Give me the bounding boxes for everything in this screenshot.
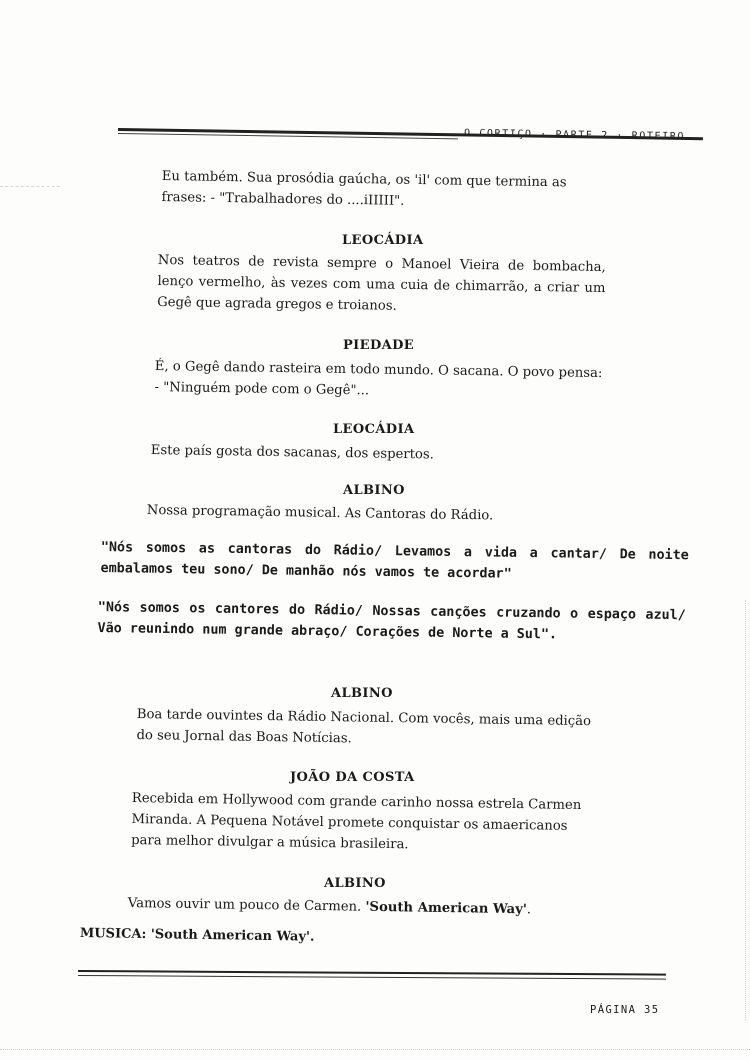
dialogue-plain: Vamos ouvir um pouco de Carmen. — [127, 895, 366, 915]
song-lyrics — [100, 537, 689, 587]
dialogue-text: Recebida em Hollywood com grande carinho nossa estrela Carmen Miranda. A Pequena Notável promete conquistar os amaericanos para melhor divulgar a música brasileira. — [131, 790, 582, 853]
song-lyrics — [97, 597, 686, 647]
dialogue-text: Boa tarde ouvintes da Rádio Nacional. Com vocês, mais uma edição do seu Jornal das Boas Notícias. — [136, 706, 592, 747]
dialogue-block — [151, 440, 571, 468]
dialogue-block — [161, 166, 614, 215]
song-title: 'South American Way' — [150, 927, 311, 945]
speaker-name: PIEDADE — [343, 338, 415, 353]
song-text: "Nós somos as cantoras do Rádio/ Levamos a vida a cantar/ De noite embalamos teu sono/ De manhão nós vamos te acordar" — [100, 539, 689, 582]
dialogue-tail: . — [526, 902, 532, 918]
dialogue-text: Este país gosta dos sacanas, dos espertos. — [150, 442, 434, 463]
dialogue-text: É, o Gegê dando rasteira em todo mundo. O sacana. O povo pensa: - "Ninguém pode com o Gegê"... — [154, 358, 603, 399]
dialogue-block — [128, 893, 598, 921]
dialogue-text: Nossa programação musical. As Cantoras do Rádio. — [146, 502, 494, 524]
running-head: O CORTIÇO · PARTE 2 · ROTEIRO — [463, 128, 686, 143]
dialogue-text: Eu também. Sua prosódia gaúcha, os 'il' com que termina as frases: - "Trabalhadores do ....iIIIII". — [161, 168, 567, 209]
speaker-name: ALBINO — [331, 686, 393, 701]
song-title: 'South American Way' — [365, 899, 527, 918]
music-label: MUSICA: — [79, 926, 151, 943]
dialogue-block — [157, 250, 606, 320]
dialogue-block — [154, 356, 610, 405]
dialogue-block — [131, 788, 587, 858]
speaker-name: LEOCÁDIA — [342, 233, 424, 248]
speaker-name: ALBINO — [324, 876, 386, 891]
page-number: PÁGINA 35 — [590, 1004, 660, 1016]
scan-artifact — [0, 1049, 750, 1050]
speaker-name: LEOCÁDIA — [333, 422, 415, 437]
music-tail: . — [309, 929, 315, 945]
speaker-name: JOÃO DA COSTA — [290, 770, 415, 785]
dialogue-block — [136, 704, 592, 753]
scan-artifact — [0, 186, 60, 187]
scan-artifact — [745, 600, 746, 1020]
dialogue-block — [147, 500, 567, 528]
music-cue — [80, 926, 315, 945]
dialogue-text — [128, 893, 598, 921]
footer-rule-thin — [78, 975, 666, 980]
song-text: "Nós somos os cantores do Rádio/ Nossas canções cruzando o espaço azul/ Vão reunindo num grande abraço/ Corações de Norte a Sul". — [97, 599, 686, 643]
dialogue-text: Nos teatros de revista sempre o Manoel Vieira de bombacha, lenço vermelho, às vezes com uma cuia de chimarrão, a criar um Gegê que agrada gregos e troianos. — [157, 252, 606, 314]
speaker-name: ALBINO — [343, 483, 405, 498]
